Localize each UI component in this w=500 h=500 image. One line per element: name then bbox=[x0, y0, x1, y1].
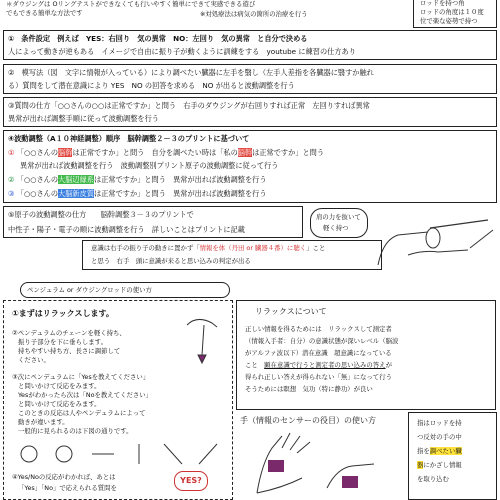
section-condition-setting bbox=[3, 30, 497, 60]
relax-bubble-1: 肩の力を抜いて bbox=[316, 213, 361, 221]
pendulum-step3-7: 一般的に見られるのは下図の通りです。 bbox=[18, 427, 133, 435]
s5-line2: 中性子・陽子・電子の順に波動調整を行う 詳しいことはプリントに記載 bbox=[8, 225, 245, 234]
limbic-highlight: 大脳辺縁系 bbox=[58, 175, 94, 184]
s5-line1: ⑤原子の波動調整の仕方 脳幹調整３－３のプリントで bbox=[8, 210, 194, 219]
finger-l5: を取り込む bbox=[417, 475, 449, 483]
rod-hand-illustration bbox=[368, 210, 498, 270]
intent-line1: 意識は右手の振り子の動きに置かず「情報を体（丹田 or 臓器４番）に聴く」こと bbox=[91, 244, 326, 252]
pendulum-step2-4: ください。 bbox=[18, 356, 50, 364]
top-note-3: ※対処療法は病気の箇所の治療を行う bbox=[200, 10, 308, 18]
rod-note-3: 位で楽な姿勢で持つ bbox=[420, 17, 478, 25]
finger-info-box bbox=[408, 412, 497, 500]
section-copy-method bbox=[3, 64, 497, 94]
pendulum-step2-2: 振り子部分を下に垂らします。 bbox=[18, 338, 107, 346]
top-note-1: ＊ダウジングは Oリングテストができなくても行いやすく簡単にできて実感できる遊び bbox=[6, 0, 256, 8]
s4-line3: ② 「○○さんの大脳辺縁系は正常ですか」と問う 異常が出れば波動調整を行う bbox=[8, 175, 267, 184]
s2-line1: ② 模写法（図 文字に情報が入っている）により調べたい臓器に左手を翳し（左手人差指を各臓器に翳すか触れ bbox=[8, 68, 374, 77]
hand-sensor-illustration bbox=[242, 428, 382, 498]
relax-l3: がアルファ波以下）潜在意識 超意識になっている bbox=[245, 349, 392, 357]
pendulum-step4-1: ④Yes/Noの反応がわかれば、あとは bbox=[12, 473, 116, 481]
finger-l2: つ反対の手の中 bbox=[417, 433, 462, 441]
brainstem-highlight-2: 脳幹 bbox=[237, 148, 253, 157]
pendulum-title: ペンジュラム or ダウジングロッドの使い方 bbox=[27, 286, 152, 294]
finger-l1: 指はロッドを持 bbox=[417, 419, 462, 427]
pendulum-section bbox=[3, 300, 233, 500]
hand-section-title: 手（情報のセンサーの役目）の使い方 bbox=[240, 416, 376, 425]
neocortex-highlight: 大脳新皮質 bbox=[58, 189, 94, 198]
s4-title: ④波動調整（A１０神経調整）順序 脳幹調整２－３のプリントに基づいて bbox=[8, 134, 250, 143]
s4-num2: ② bbox=[8, 175, 15, 184]
relax-l2: （情報入手者：自分）の意識状態が深いレベル（脳波 bbox=[245, 337, 399, 345]
swing-pattern-diagram bbox=[14, 439, 224, 469]
pendulum-step2-3: 持ちやすい持ち方、長さに調節して bbox=[18, 347, 121, 355]
section-atom-adjustment bbox=[3, 206, 303, 238]
relax-l1: 正しい情報を得るためには リラックスして測定者 bbox=[245, 325, 392, 333]
brainstem-highlight: 脳幹 bbox=[58, 148, 73, 157]
pendulum-title-box bbox=[20, 282, 230, 298]
relax-l6: そうためには瞑想 気功（特に静功）が良い bbox=[245, 385, 373, 393]
s4-line4: ③ 「○○さんの大脳新皮質は正常ですか」と問う 異常が出れば波動調整を行う bbox=[8, 189, 267, 198]
pendulum-hand-icon bbox=[182, 315, 222, 365]
s1-line2: 人によって動きが逆もある イメージで自由に振り子が動くように訓練をする youtube に練習の仕方あり bbox=[8, 47, 356, 56]
s4-line1: ① 「○○さんの脳幹は正常ですか」と問う 自分を調べたい時は「私の脳幹は正常ですか」と問う bbox=[8, 148, 325, 157]
relax-bubble bbox=[310, 208, 368, 238]
s1-line1: ① 条件設定 例えば YES：右回り 気の異常 NO：左回り 気の異常 と自分で決める bbox=[8, 34, 308, 43]
relax-title: リラックスについて bbox=[255, 307, 327, 316]
conscious-warning: 顕在意識で行うと測定者の思い込みの答え bbox=[264, 361, 386, 369]
section-question-method bbox=[3, 97, 497, 127]
pendulum-step3-1: ③次にペンデュラムに「Yesを教えてください」 bbox=[12, 373, 150, 381]
rod-note-2: ロッドの角度は１０度 bbox=[420, 8, 484, 16]
section-wave-adjustment bbox=[3, 130, 497, 203]
pendulum-step3-3: Yesがわかったら次は「Noを教えてください」 bbox=[18, 391, 153, 399]
relax-section bbox=[236, 300, 496, 410]
rod-note-1: ロッドを持つ角 bbox=[420, 0, 465, 7]
pendulum-step4-2: 「Yes」「No」で応えられる質問を bbox=[18, 484, 117, 492]
pendulum-step3-4: と問いかけて反応をみます。 bbox=[18, 400, 101, 408]
intent-box bbox=[82, 240, 382, 270]
pendulum-step2-1: ②ペンデュラムのチェーンを軽く持ち、 bbox=[12, 329, 126, 337]
s4-line2: 異常が出れば波動調整を行う 波動調整別プリント原子の波動調整に従って行う bbox=[20, 161, 279, 170]
yes-bubble: YES? bbox=[174, 471, 208, 491]
s4-num1: ① bbox=[8, 148, 15, 157]
s2-line2: る）質問をして潜在意識により YES NO の回答を求める NO が出ると波動調整を行う bbox=[8, 81, 295, 90]
top-note-2: でもできる簡単な方法です bbox=[6, 9, 83, 17]
finger-l3: 指を調べたい臓 bbox=[417, 447, 462, 455]
pendulum-step3-6: 動きが違います。 bbox=[18, 418, 69, 426]
s4-num3: ③ bbox=[8, 189, 15, 198]
s3-line2: 異常が出れば調整手順に従って波動調整を行う bbox=[8, 114, 159, 123]
relax-bubble-2: 軽く持つ bbox=[323, 224, 349, 232]
pendulum-step1: ①まずはリラックスします。 bbox=[12, 309, 114, 318]
relax-l4: こと 顕在意識で行うと測定者の思い込みの答えが bbox=[245, 361, 392, 369]
intent-line2: と思う 右手 頭に意識が来ると思い込みの判定が出る bbox=[91, 257, 251, 265]
organ-highlight: 調べたい臓 bbox=[429, 447, 462, 455]
s3-line1: ③質問の仕方「○○さんの○○は正常ですか」と問う 右手のダウジングが右回りすれば正常 左回りすれば異常 bbox=[8, 101, 370, 110]
finger-l4: 器にかざし情報 bbox=[417, 461, 462, 469]
intent-emphasis: 情報を体（丹田 or 臓器４番）に聴く bbox=[199, 244, 307, 252]
relax-l5: 得られ正しい答えが得られない「無」になって行う bbox=[245, 373, 392, 381]
pendulum-step3-5: このときの反応は人やペンデュラムによって bbox=[18, 409, 146, 417]
pendulum-step3-2: と問いかけて反応をみます。 bbox=[18, 382, 101, 390]
rod-note-box bbox=[413, 0, 497, 28]
